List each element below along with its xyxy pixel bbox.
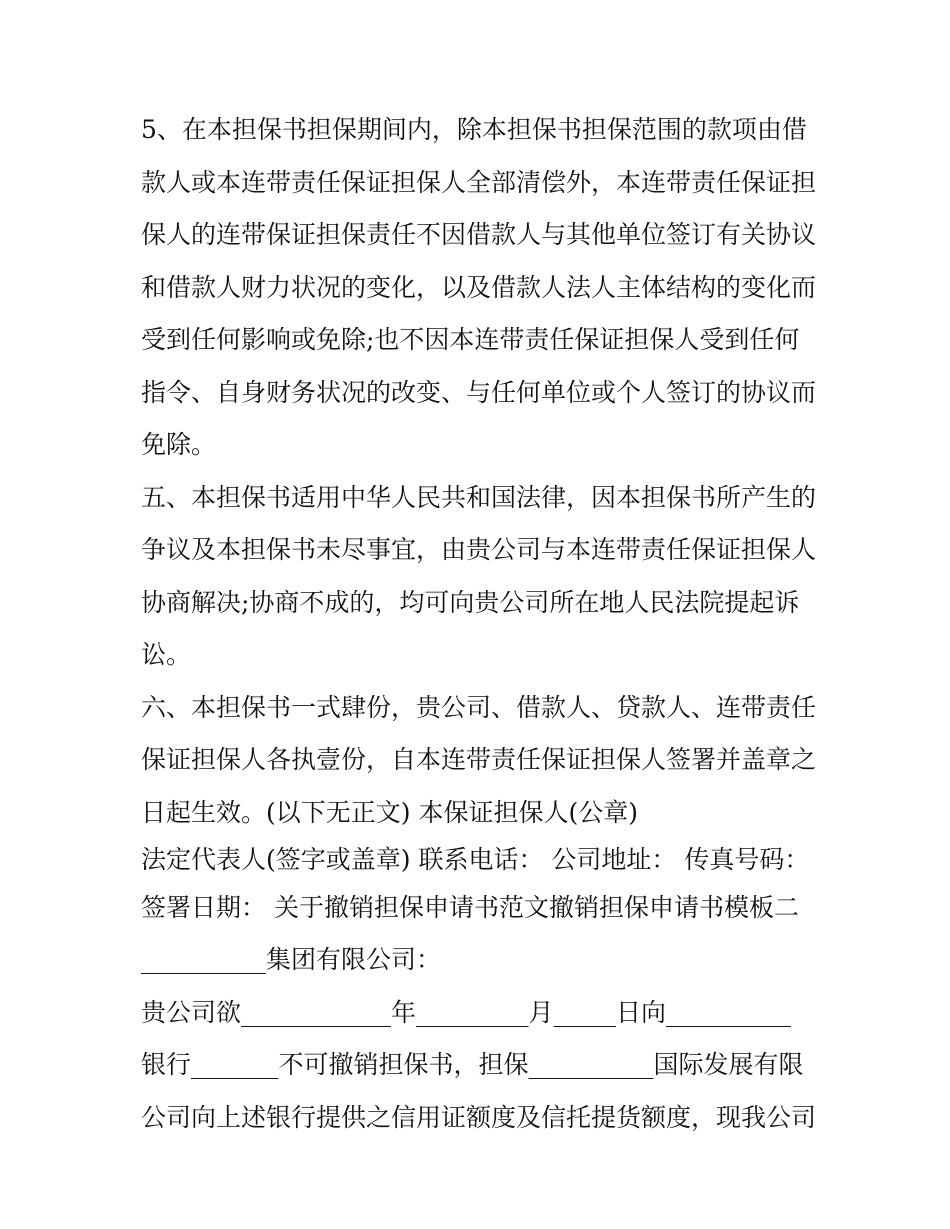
body-line: 日起生效。(以下无正文) 本保证担保人(公章) bbox=[141, 797, 638, 827]
body-line: 协商解决;协商不成的，均可向贵公司所在地人民法院提起诉 bbox=[141, 587, 800, 617]
body-line: 贵公司欲____________年_________月_____日向__________ bbox=[141, 997, 792, 1027]
body-line: __________集团有限公司： bbox=[141, 945, 442, 974]
body-line: 争议及本担保书未尽事宜，由贵公司与本连带责任保证担保人 bbox=[141, 535, 817, 564]
body-line: 免除。 bbox=[141, 430, 217, 459]
body-line: 款人或本连带责任保证担保人全部清偿外，本连带责任保证担 bbox=[141, 167, 817, 197]
body-line: 银行_______不可撤销担保书，担保__________国际发展有限 bbox=[141, 1050, 804, 1079]
document-body bbox=[141, 110, 821, 1150]
body-line: 保证担保人各执壹份，自本连带责任保证担保人签署并盖章之 bbox=[141, 745, 817, 774]
body-line: 五、本担保书适用中华人民共和国法律，因本担保书所产生的 bbox=[141, 482, 817, 512]
body-line: 公司向上述银行提供之信用证额度及信托提货额度，现我公司 bbox=[141, 1102, 817, 1132]
body-line: 法定代表人(签字或盖章) 联系电话： 公司地址： 传真号码： bbox=[141, 845, 810, 874]
body-line: 指令、自身财务状况的改变、与任何单位或个人签订的协议而 bbox=[141, 377, 817, 407]
body-line: 讼。 bbox=[141, 640, 192, 669]
body-line: 和借款人财力状况的变化，以及借款人法人主体结构的变化而 bbox=[141, 272, 817, 302]
body-line: 受到任何影响或免除;也不因本连带责任保证担保人受到任何 bbox=[141, 325, 800, 354]
body-line: 5、在本担保书担保期间内，除本担保书担保范围的款项由借 bbox=[141, 115, 807, 144]
body-line: 六、本担保书一式肆份，贵公司、借款人、贷款人、连带责任 bbox=[141, 692, 817, 722]
body-line: 保人的连带保证担保责任不因借款人与其他单位签订有关协议 bbox=[141, 220, 817, 249]
body-line: 签署日期： 关于撤销担保申请书范文撤销担保申请书模板二 bbox=[141, 892, 799, 922]
